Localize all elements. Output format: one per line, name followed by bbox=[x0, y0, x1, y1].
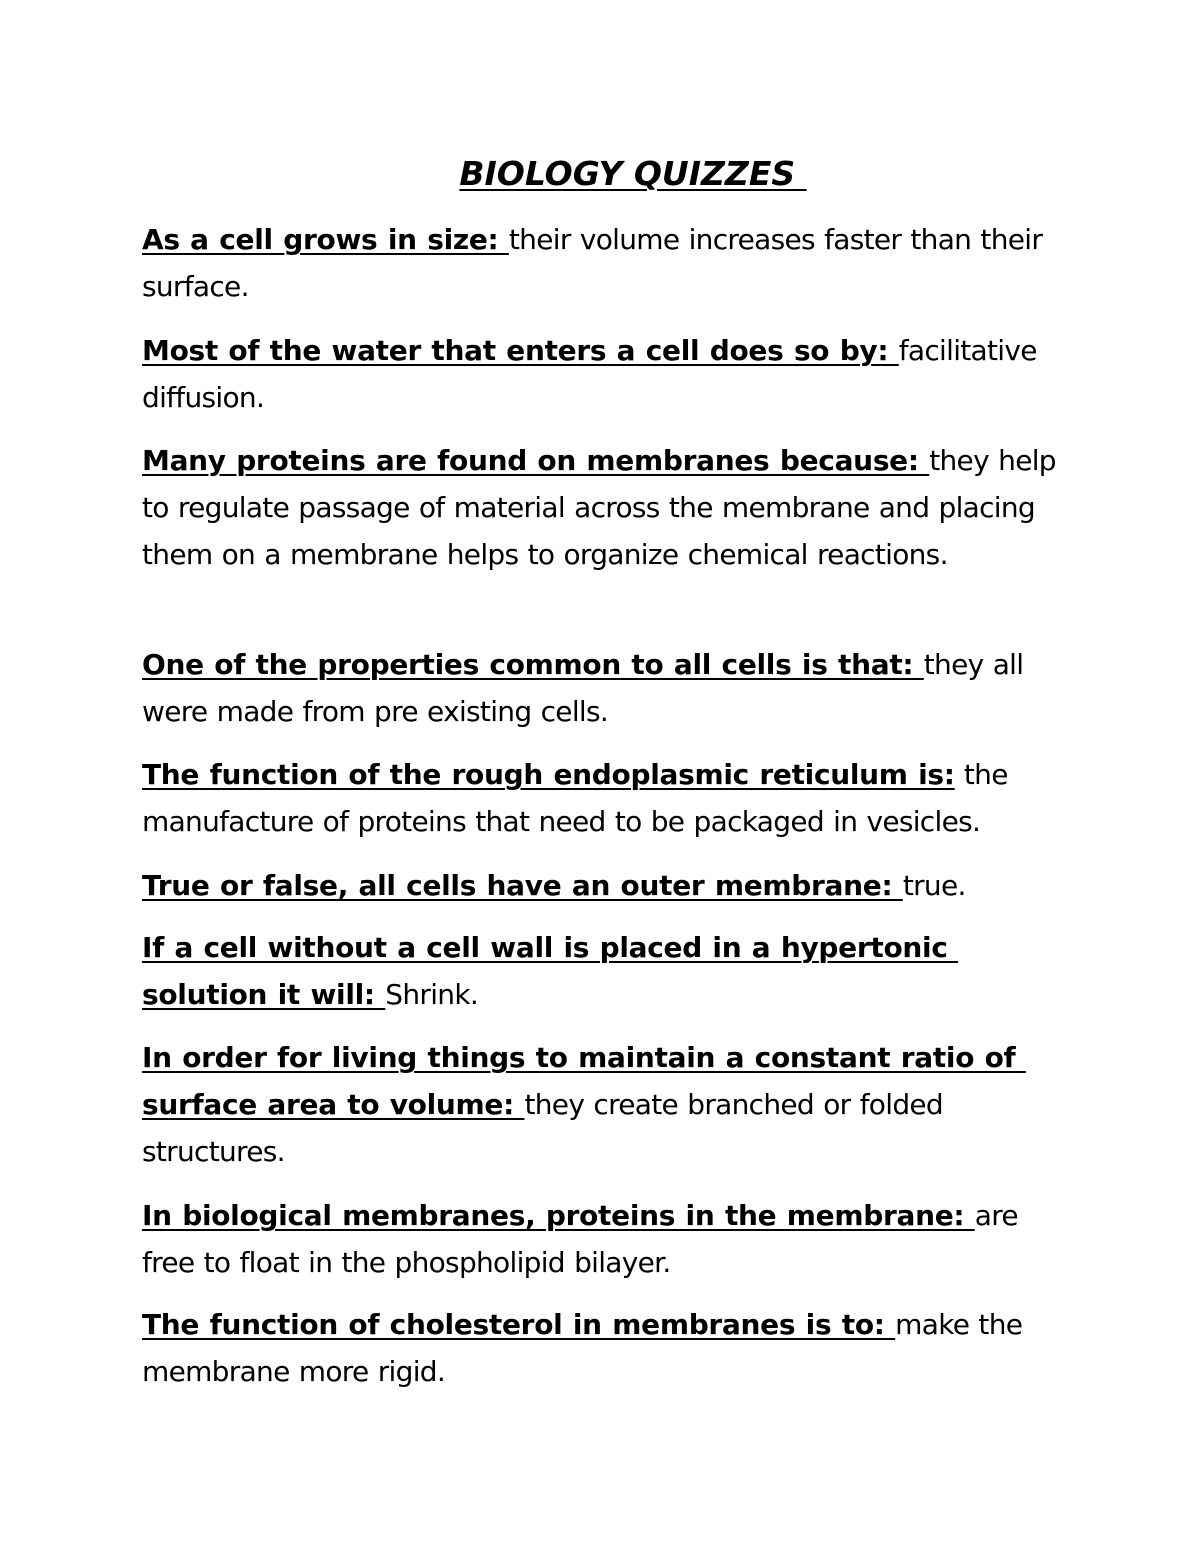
quiz-answer: true. bbox=[902, 869, 966, 902]
quiz-answer: they all were made from pre existing cells. bbox=[142, 648, 1024, 728]
quiz-item bbox=[142, 641, 1062, 735]
quiz-answer: they help to regulate passage of material across the membrane and placing them on a membrane helps to organize chemical reactions. bbox=[142, 444, 1056, 571]
quiz-item bbox=[142, 437, 1062, 578]
quiz-question: Most of the water that enters a cell does so by: bbox=[142, 334, 899, 367]
quiz-answer: facilitative diffusion. bbox=[142, 334, 1037, 414]
quiz-item bbox=[142, 1192, 1062, 1286]
quiz-question: In biological membranes, proteins in the membrane: bbox=[142, 1199, 975, 1232]
quiz-question: The function of the rough endoplasmic reticulum is: bbox=[142, 758, 955, 791]
quiz-item bbox=[142, 1301, 1062, 1395]
quiz-answer: their volume increases faster than their surface. bbox=[142, 223, 1043, 303]
quiz-question: True or false, all cells have an outer membrane: bbox=[142, 869, 903, 902]
quiz-question: One of the properties common to all cells is that: bbox=[142, 648, 924, 681]
quiz-answer: are free to float in the phospholipid bilayer. bbox=[142, 1199, 1018, 1279]
quiz-question: Many proteins are found on membranes because: bbox=[142, 444, 930, 477]
quiz-answer: they create branched or folded structures. bbox=[142, 1088, 943, 1168]
quiz-answer: the manufacture of proteins that need to be packaged in vesicles. bbox=[142, 758, 1008, 838]
quiz-question: As a cell grows in size: bbox=[142, 223, 509, 256]
page-title: BIOLOGY QUIZZES bbox=[459, 154, 807, 193]
quiz-answer: make the membrane more rigid. bbox=[142, 1308, 1023, 1388]
quiz-item bbox=[142, 1034, 1062, 1175]
quiz-question: In order for living things to maintain a constant ratio of surface area to volume: bbox=[142, 1041, 1026, 1121]
quiz-item bbox=[142, 924, 1062, 1018]
quiz-item bbox=[142, 751, 1062, 845]
quiz-question: If a cell without a cell wall is placed in a hypertonic solution it will: bbox=[142, 931, 959, 1011]
quiz-item bbox=[142, 327, 1062, 421]
quiz-answer: Shrink. bbox=[385, 978, 479, 1011]
quiz-item bbox=[142, 216, 1062, 310]
quiz-item bbox=[142, 862, 1062, 909]
quiz-question: The function of cholesterol in membranes is to: bbox=[142, 1308, 896, 1341]
